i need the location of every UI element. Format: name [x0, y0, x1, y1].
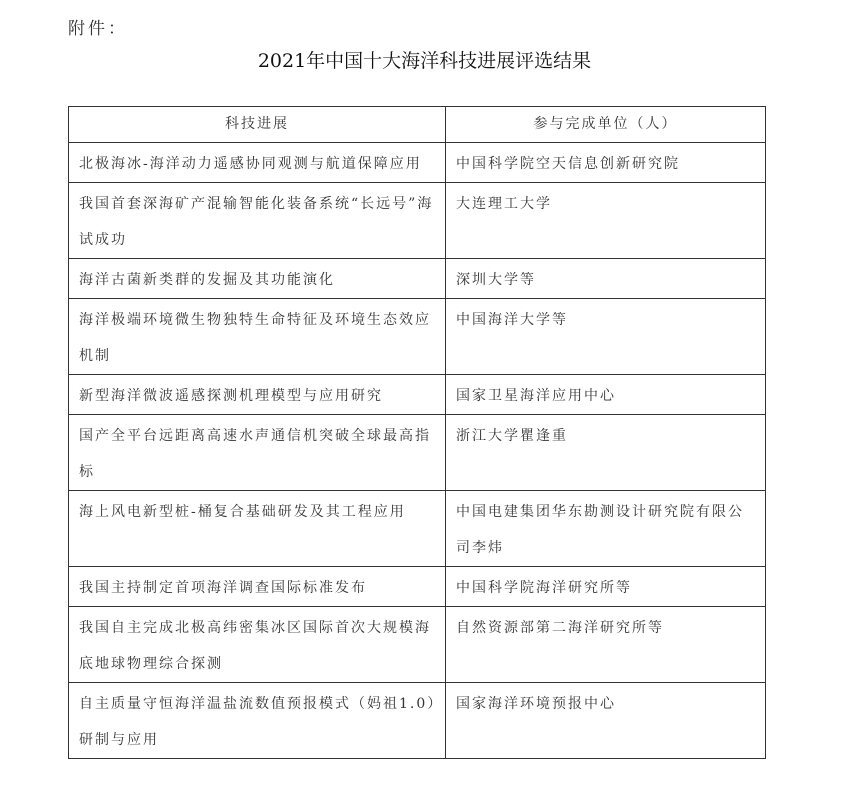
- unit-cell: 中国海洋大学等: [446, 299, 766, 375]
- unit-cell: 国家卫星海洋应用中心: [446, 375, 766, 415]
- unit-cell: 中国电建集团华东勘测设计研究院有限公司李炜: [446, 491, 766, 567]
- unit-cell: 深圳大学等: [446, 259, 766, 299]
- unit-cell: 中国科学院空天信息创新研究院: [446, 143, 766, 183]
- results-table: [68, 106, 766, 759]
- table-row: [69, 683, 766, 759]
- progress-cell: 我国首套深海矿产混输智能化装备系统“长远号”海试成功: [69, 183, 446, 259]
- table-row: [69, 607, 766, 683]
- table-row: [69, 375, 766, 415]
- table-row: [69, 299, 766, 375]
- table-row: [69, 567, 766, 607]
- table-row: [69, 183, 766, 259]
- progress-cell: 我国自主完成北极高纬密集冰区国际首次大规模海底地球物理综合探测: [69, 607, 446, 683]
- unit-cell: 国家海洋环境预报中心: [446, 683, 766, 759]
- unit-cell: 大连理工大学: [446, 183, 766, 259]
- progress-cell: 我国主持制定首项海洋调查国际标准发布: [69, 567, 446, 607]
- progress-cell: 海洋极端环境微生物独特生命特征及环境生态效应机制: [69, 299, 446, 375]
- header-unit: 参与完成单位（人）: [446, 107, 766, 143]
- progress-cell: 北极海冰-海洋动力遥感协同观测与航道保障应用: [69, 143, 446, 183]
- progress-cell: 海洋古菌新类群的发掘及其功能演化: [69, 259, 446, 299]
- document-title: 2021年中国十大海洋科技进展评选结果: [257, 50, 592, 72]
- table-row: [69, 259, 766, 299]
- unit-cell: 浙江大学瞿逢重: [446, 415, 766, 491]
- table-row: [69, 143, 766, 183]
- unit-cell: 自然资源部第二海洋研究所等: [446, 607, 766, 683]
- unit-cell: 中国科学院海洋研究所等: [446, 567, 766, 607]
- table-row: [69, 491, 766, 567]
- attachment-label: 附件：: [68, 19, 128, 39]
- progress-cell: 自主质量守恒海洋温盐流数值预报模式（妈祖1.0）研制与应用: [69, 683, 446, 759]
- table-row: [69, 415, 766, 491]
- table-header-row: [69, 107, 766, 143]
- progress-cell: 国产全平台远距离高速水声通信机突破全球最高指标: [69, 415, 446, 491]
- progress-cell: 海上风电新型桩-桶复合基础研发及其工程应用: [69, 491, 446, 567]
- progress-cell: 新型海洋微波遥感探测机理模型与应用研究: [69, 375, 446, 415]
- header-progress: 科技进展: [69, 107, 446, 143]
